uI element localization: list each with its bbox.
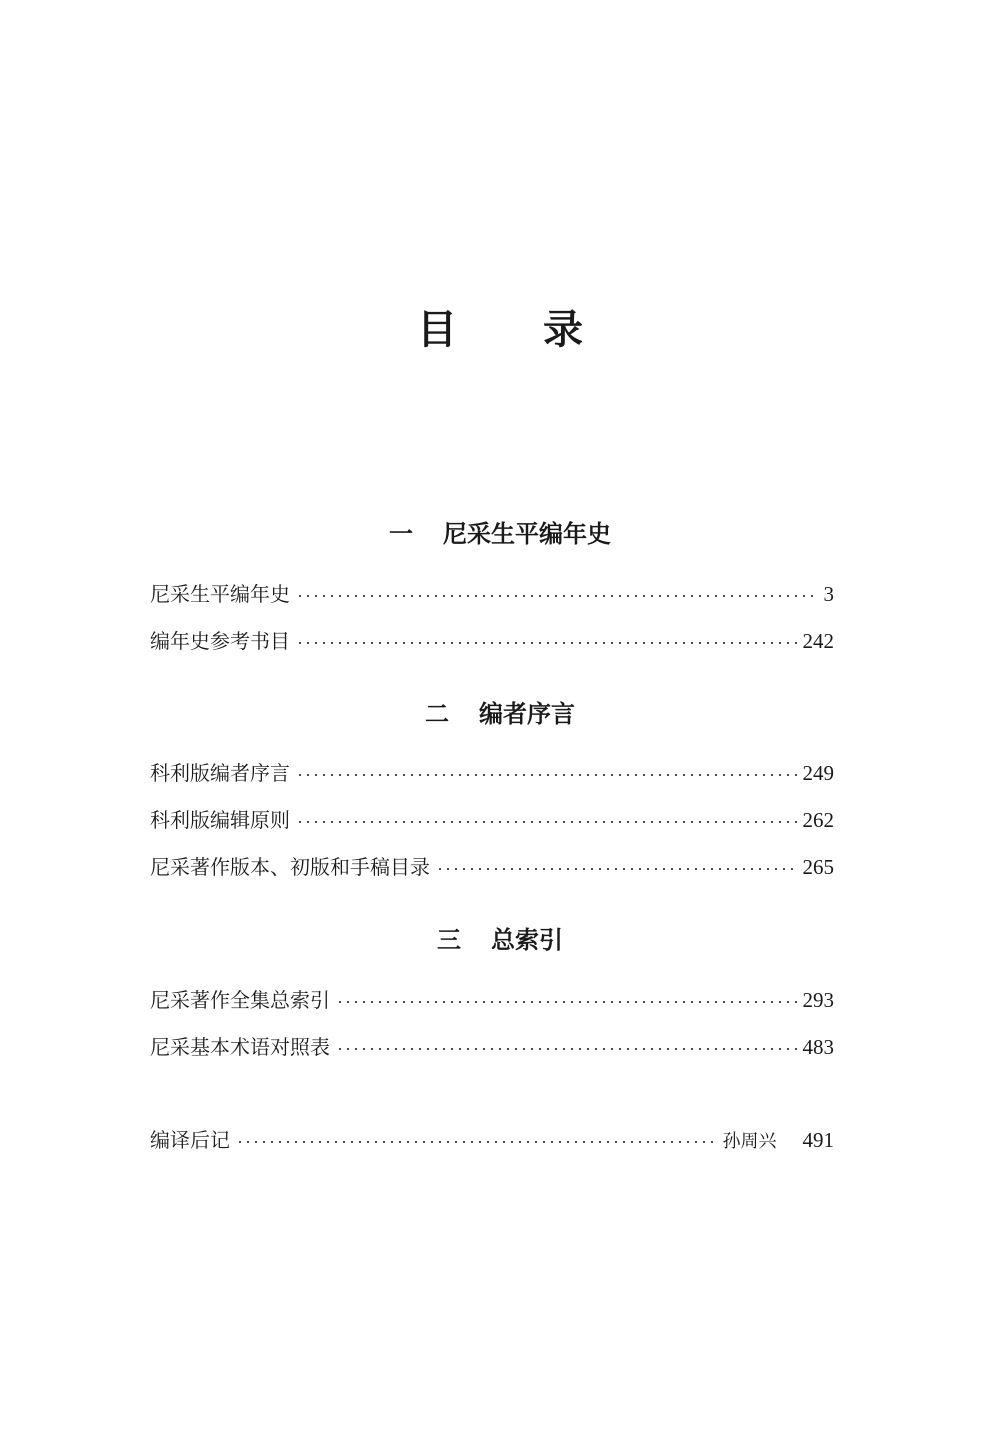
section-number: 三 — [437, 926, 461, 954]
toc-entry-label: 编年史参考书目 — [150, 629, 290, 653]
toc-entry-page: 293 — [802, 988, 834, 1012]
toc-entry-page: 265 — [802, 855, 834, 879]
dot-leader — [236, 1140, 717, 1144]
toc-entry-author: 孙周兴 — [722, 1131, 777, 1152]
dot-leader — [336, 1047, 797, 1051]
section-heading-3 — [0, 920, 1000, 955]
toc-entry-afterword[interactable] — [150, 1124, 834, 1156]
toc-entry-page: 262 — [802, 808, 834, 832]
page-title — [0, 298, 1000, 355]
page-title-char-1: 目 — [417, 307, 457, 353]
toc-entry[interactable] — [150, 625, 834, 657]
dot-leader — [296, 594, 818, 598]
dot-leader — [296, 641, 797, 645]
toc-entry[interactable] — [150, 1031, 834, 1063]
toc-entry[interactable] — [150, 984, 834, 1016]
section-heading-1 — [0, 514, 1000, 549]
toc-entry-label: 科利版编者序言 — [150, 761, 290, 785]
toc-entry[interactable] — [150, 804, 834, 836]
section-title: 总索引 — [491, 926, 563, 954]
toc-entry[interactable] — [150, 578, 834, 610]
dot-leader — [336, 1000, 797, 1004]
toc-entry-label: 编译后记 — [150, 1128, 230, 1152]
section-heading-2 — [0, 694, 1000, 729]
dot-leader — [436, 867, 797, 871]
section-title: 尼采生平编年史 — [443, 520, 611, 548]
toc-entry-label: 尼采生平编年史 — [150, 582, 290, 606]
page-title-char-2: 录 — [543, 307, 583, 353]
toc-entry-page: 249 — [802, 761, 834, 785]
toc-entry-label: 尼采基本术语对照表 — [150, 1035, 330, 1059]
section-title: 编者序言 — [479, 700, 575, 728]
toc-entry-label: 尼采著作全集总索引 — [150, 988, 330, 1012]
section-number: 一 — [389, 520, 413, 548]
toc-entry[interactable] — [150, 851, 834, 883]
section-number: 二 — [425, 700, 449, 728]
toc-entry-label: 科利版编辑原则 — [150, 808, 290, 832]
toc-entry[interactable] — [150, 757, 834, 789]
dot-leader — [296, 820, 797, 824]
toc-entry-page: 483 — [802, 1035, 834, 1059]
toc-entry-page: 242 — [802, 629, 834, 653]
toc-entry-page: 3 — [823, 582, 834, 606]
toc-entry-label: 尼采著作版本、初版和手稿目录 — [150, 855, 430, 879]
toc-entry-page: 491 — [802, 1128, 834, 1152]
dot-leader — [296, 773, 797, 777]
